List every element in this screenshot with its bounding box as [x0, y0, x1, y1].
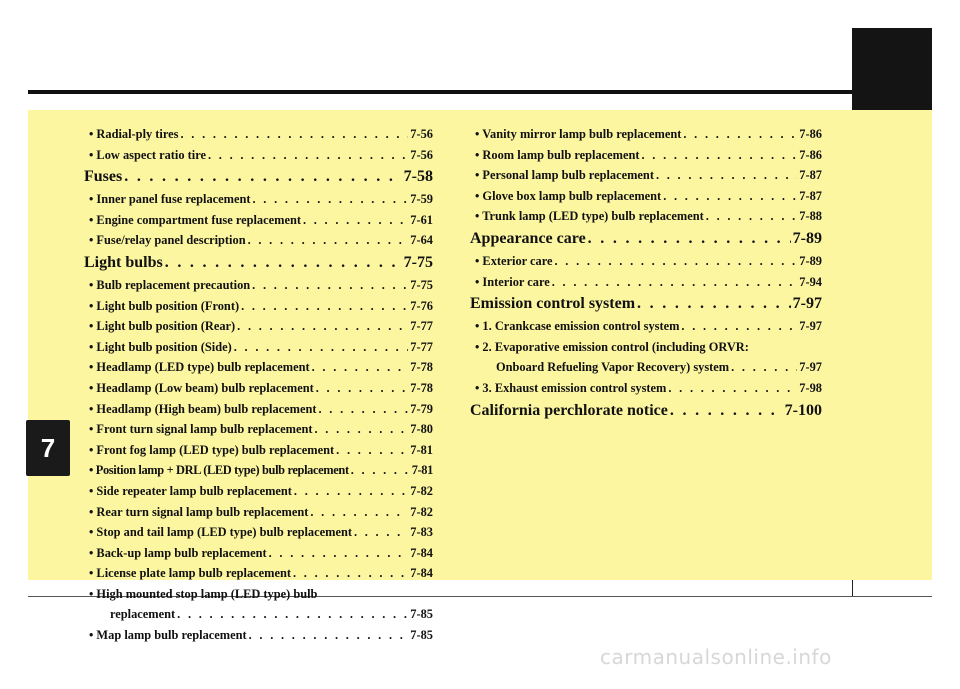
toc-entry[interactable]: • Room lamp bulb replacement . . . 7-86 [470, 145, 822, 166]
toc-entry[interactable]: • Light bulb position (Rear) . . . 7-77 [84, 316, 433, 337]
toc-entry[interactable]: • Radial-ply tires . . . 7-56 [84, 124, 433, 145]
toc-section-light-bulbs[interactable]: Light bulbs . . . 7-75 [84, 251, 433, 275]
toc-entry[interactable]: • 1. Crankcase emission control system . . . 7-97 [470, 316, 822, 337]
toc-entry[interactable]: • Low aspect ratio tire . . . 7-56 [84, 145, 433, 166]
corner-block [852, 28, 932, 110]
toc-entry[interactable]: • Bulb replacement precaution . . . 7-75 [84, 275, 433, 296]
toc-entry-continuation[interactable]: Onboard Refueling Vapor Recovery) system . . . 7-97 [470, 357, 822, 378]
chapter-number-tab: 7 [26, 420, 70, 476]
toc-entry[interactable]: • Light bulb position (Front) . . . 7-76 [84, 296, 433, 317]
toc-section-appearance-care[interactable]: Appearance care . . . 7-89 [470, 227, 822, 251]
toc-section-fuses[interactable]: Fuses . . . 7-58 [84, 165, 433, 189]
toc-entry[interactable]: • Rear turn signal lamp bulb replacement . . . 7-82 [84, 502, 433, 523]
toc-left-column [84, 124, 433, 646]
toc-entry[interactable]: • Front fog lamp (LED type) bulb replacement . . . 7-81 [84, 440, 433, 461]
toc-entry[interactable]: • Front turn signal lamp bulb replacement . . . 7-80 [84, 419, 433, 440]
toc-entry[interactable]: • Inner panel fuse replacement . . . 7-59 [84, 189, 433, 210]
toc-entry[interactable]: • Map lamp bulb replacement . . . 7-85 [84, 625, 433, 646]
toc-entry[interactable]: • Engine compartment fuse replacement . . . 7-61 [84, 210, 433, 231]
toc-entry[interactable]: • Interior care . . . 7-94 [470, 272, 822, 293]
toc-entry[interactable]: • Trunk lamp (LED type) bulb replacement . . . 7-88 [470, 206, 822, 227]
top-rule [28, 90, 852, 94]
toc-entry[interactable]: • Back-up lamp bulb replacement . . . 7-84 [84, 543, 433, 564]
toc-entry-first-line[interactable]: • High mounted stop lamp (LED type) bulb [89, 586, 318, 601]
toc-entry[interactable]: • Headlamp (High beam) bulb replacement . . . 7-79 [84, 399, 433, 420]
toc-entry[interactable]: • Glove box lamp bulb replacement . . . 7-87 [470, 186, 822, 207]
toc-entry[interactable]: • Stop and tail lamp (LED type) bulb replacement . . . 7-83 [84, 522, 433, 543]
toc-entry[interactable]: • Fuse/relay panel description . . . 7-64 [84, 230, 433, 251]
toc-entry[interactable]: • Headlamp (Low beam) bulb replacement . . . 7-78 [84, 378, 433, 399]
watermark-text: carmanualsonline.info [600, 645, 832, 669]
toc-entry-first-line[interactable]: • 2. Evaporative emission control (including ORVR: [475, 339, 749, 354]
toc-entry-continuation[interactable]: replacement . . . 7-85 [84, 604, 433, 625]
toc-entry[interactable]: • Light bulb position (Side) . . . 7-77 [84, 337, 433, 358]
toc-entry[interactable]: • Position lamp + DRL (LED type) bulb replacement . . . 7-81 [84, 460, 433, 481]
toc-section-california-perchlorate[interactable]: California perchlorate notice . . . 7-100 [470, 399, 822, 423]
toc-entry[interactable]: • License plate lamp bulb replacement . . . 7-84 [84, 563, 433, 584]
toc-entry[interactable]: • Headlamp (LED type) bulb replacement . . . 7-78 [84, 357, 433, 378]
toc-entry[interactable]: • Personal lamp bulb replacement . . . 7-87 [470, 165, 822, 186]
toc-entry[interactable]: • Exterior care . . . 7-89 [470, 251, 822, 272]
toc-entry[interactable]: • Vanity mirror lamp bulb replacement . . . 7-86 [470, 124, 822, 145]
toc-right-column [470, 124, 822, 423]
toc-section-emission-control[interactable]: Emission control system . . . 7-97 [470, 292, 822, 316]
toc-entry[interactable]: • 3. Exhaust emission control system . . . 7-98 [470, 378, 822, 399]
toc-entry[interactable]: • Side repeater lamp bulb replacement . . . 7-82 [84, 481, 433, 502]
